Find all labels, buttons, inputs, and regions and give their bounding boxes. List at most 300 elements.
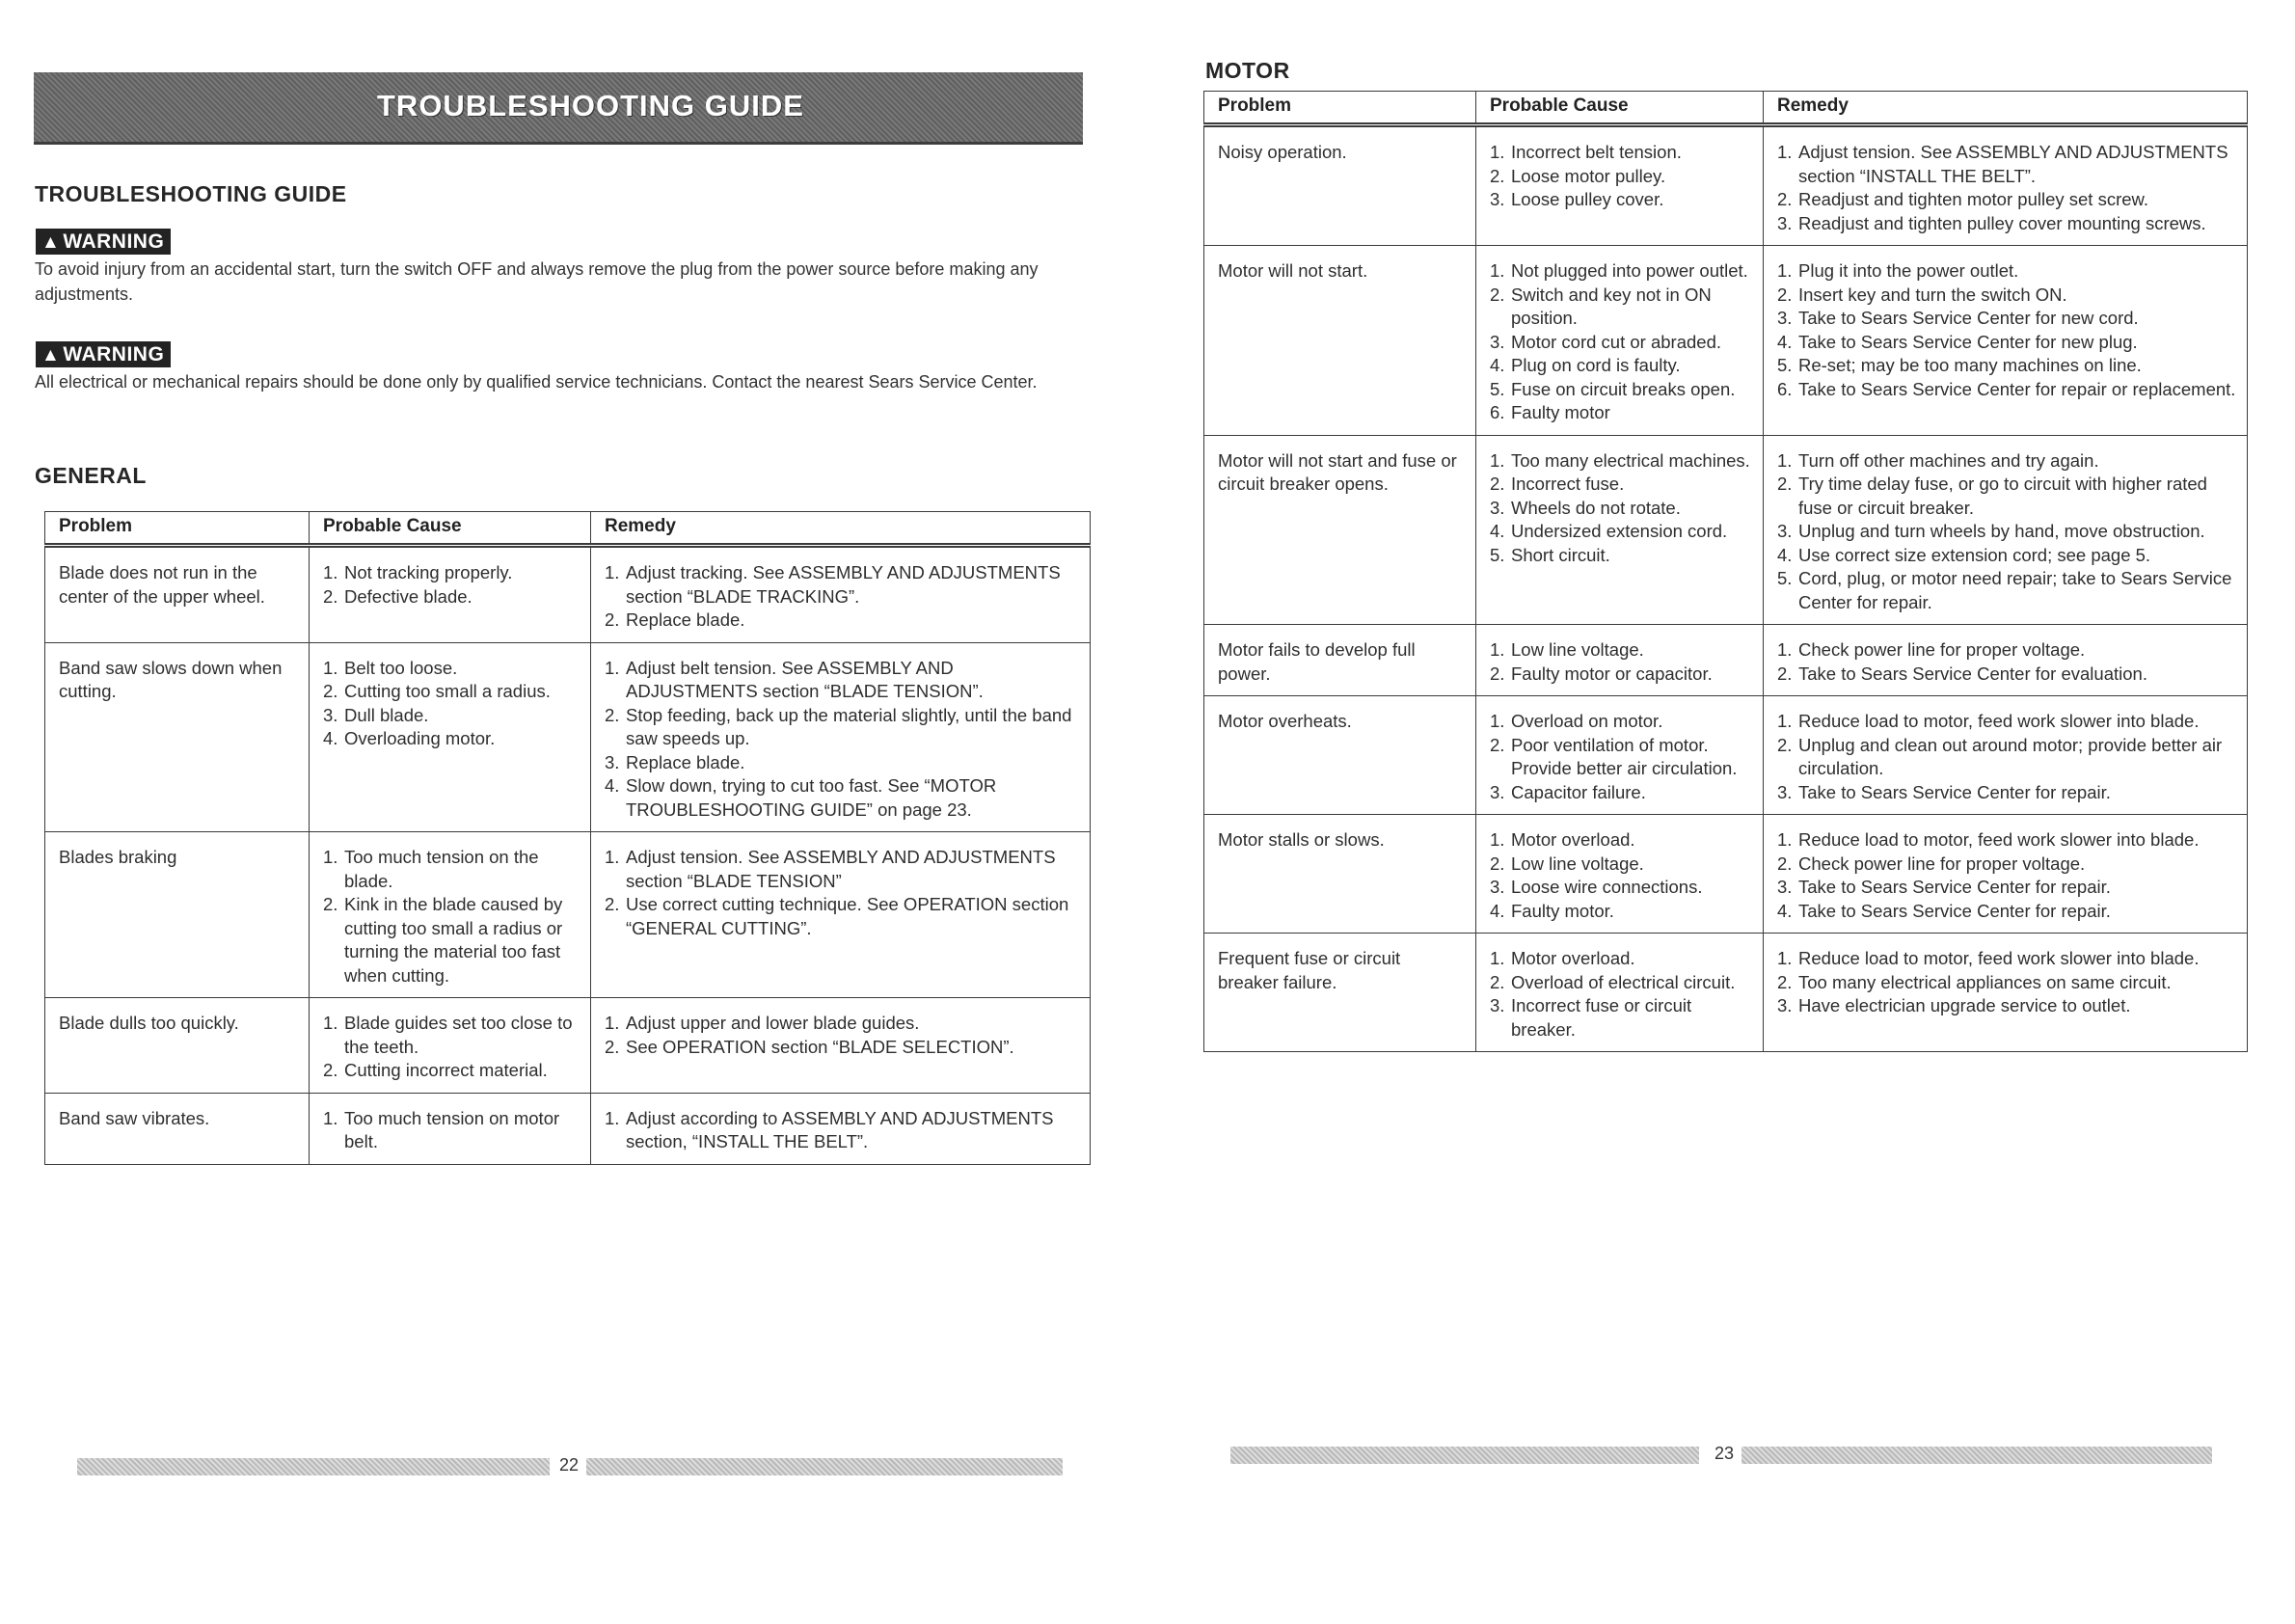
- item-number: 1.: [323, 1107, 338, 1128]
- remedy-cell: [1764, 696, 2248, 815]
- problem-cell: Blade does not run in the center of the upper wheel.: [45, 546, 310, 643]
- remedies-list: [1777, 710, 2237, 804]
- item-text: Faulty motor: [1511, 402, 1610, 422]
- item-number: 4.: [1490, 900, 1505, 921]
- item-number: 5.: [1490, 544, 1505, 565]
- list-item: [1777, 284, 2237, 308]
- list-item: [1777, 520, 2237, 544]
- remedies-list: [1777, 638, 2237, 686]
- item-text: Use correct size extension cord; see page 5.: [1798, 544, 2151, 565]
- table-row: [45, 832, 1091, 998]
- list-item: [1490, 165, 1753, 189]
- item-text: Readjust and tighten motor pulley set screw.: [1798, 189, 2148, 209]
- list-item: [1490, 497, 1753, 521]
- item-number: 2.: [1490, 663, 1505, 684]
- item-text: Try time delay fuse, or go to circuit with higher rated fuse or circuit breaker.: [1798, 474, 2207, 518]
- problem-cell: Motor will not start.: [1204, 246, 1476, 436]
- remedies-list: [1777, 259, 2237, 401]
- causes-list: [323, 846, 580, 988]
- item-text: Defective blade.: [344, 585, 472, 607]
- list-item: [1490, 331, 1753, 355]
- header-probable-cause: Probable Cause: [1476, 92, 1764, 125]
- table-row: [1204, 435, 2248, 625]
- list-item: [1490, 188, 1753, 212]
- remedy-cell: [591, 1093, 1091, 1164]
- list-item: [323, 846, 580, 893]
- item-number: 4.: [605, 775, 620, 796]
- item-number: 1.: [1777, 948, 1793, 968]
- item-number: 1.: [1490, 829, 1505, 850]
- list-item: [605, 774, 1080, 822]
- list-item: [1490, 520, 1753, 544]
- item-text: Replace blade.: [626, 609, 745, 630]
- table-row: [45, 546, 1091, 643]
- causes-list: [1490, 947, 1753, 1042]
- warning-text: All electrical or mechanical repairs should be done only by qualified service technicians. Contact the nearest Sears Service Center.: [35, 372, 1038, 392]
- list-item: [1490, 828, 1753, 853]
- causes-list: [1490, 828, 1753, 923]
- footer-bar: [77, 1458, 550, 1475]
- item-number: 1.: [1490, 639, 1505, 660]
- item-text: Plug on cord is faulty.: [1511, 355, 1681, 375]
- banner-title: TROUBLESHOOTING GUIDE: [377, 89, 804, 122]
- item-number: 2.: [1490, 474, 1505, 494]
- list-item: [1490, 284, 1753, 331]
- item-text: Stop feeding, back up the material slightly, until the band saw speeds up.: [626, 704, 1072, 748]
- problem-cell: Motor overheats.: [1204, 696, 1476, 815]
- list-item: [1777, 188, 2237, 212]
- item-text: Take to Sears Service Center for repair or replacement.: [1798, 378, 2236, 399]
- list-item: [1777, 331, 2237, 355]
- item-number: 3.: [1777, 995, 1793, 1015]
- remedy-cell: [1764, 435, 2248, 625]
- list-item: [1777, 781, 2237, 805]
- remedies-list: [1777, 947, 2237, 1018]
- item-text: Dull blade.: [344, 704, 429, 725]
- item-number: 1.: [605, 562, 620, 582]
- table-row: [1204, 625, 2248, 696]
- item-text: Motor cord cut or abraded.: [1511, 331, 1721, 352]
- item-text: Reduce load to motor, feed work slower into blade.: [1798, 711, 2200, 731]
- item-text: Plug it into the power outlet.: [1798, 260, 2019, 281]
- causes-list: [1490, 449, 1753, 568]
- table-header-row: [1204, 92, 2248, 125]
- warning-text: To avoid injury from an accidental start, turn the switch OFF and always remove the plug from the power source before making any adjustments.: [35, 259, 1039, 304]
- list-item: [1777, 734, 2237, 781]
- item-text: Re-set; may be too many machines on line.: [1798, 355, 2142, 375]
- remedies-list: [605, 657, 1080, 823]
- item-number: 1.: [1490, 449, 1505, 471]
- cause-cell: [1476, 815, 1764, 934]
- list-item: [605, 751, 1080, 775]
- list-item: [1490, 853, 1753, 877]
- section-title-motor: MOTOR: [1205, 58, 1290, 83]
- footer-bar: [1230, 1447, 1699, 1464]
- list-item: [1490, 710, 1753, 734]
- footer-bar: [1742, 1447, 2212, 1464]
- remedy-cell: [591, 642, 1091, 832]
- general-troubleshooting-table: [44, 511, 1091, 1165]
- item-number: 2.: [1490, 734, 1505, 755]
- list-item: [1490, 544, 1753, 568]
- list-item: [323, 1059, 580, 1083]
- item-text: Not tracking properly.: [344, 562, 513, 582]
- list-item: [323, 727, 580, 751]
- header-problem: Problem: [45, 512, 310, 546]
- item-text: Insert key and turn the switch ON.: [1798, 284, 2067, 305]
- item-number: 1.: [323, 562, 338, 582]
- list-item: [1777, 638, 2237, 663]
- item-number: 4.: [323, 728, 338, 748]
- remedies-list: [1777, 828, 2237, 923]
- item-number: 3.: [1777, 212, 1793, 233]
- problem-cell: Band saw slows down when cutting.: [45, 642, 310, 832]
- remedy-cell: [1764, 815, 2248, 934]
- list-item: [605, 893, 1080, 940]
- problem-cell: Noisy operation.: [1204, 125, 1476, 246]
- item-number: 1.: [1777, 260, 1793, 281]
- remedy-cell: [591, 546, 1091, 643]
- item-number: 1.: [1490, 948, 1505, 968]
- item-text: Faulty motor or capacitor.: [1511, 663, 1713, 684]
- list-item: [1490, 449, 1753, 474]
- item-text: Incorrect fuse.: [1511, 474, 1625, 494]
- table-row: [45, 998, 1091, 1094]
- problem-cell: Motor will not start and fuse or circuit breaker opens.: [1204, 435, 1476, 625]
- list-item: [605, 1036, 1080, 1060]
- item-text: Kink in the blade caused by cutting too small a radius or turning the material too fast when cutting.: [344, 894, 563, 986]
- item-text: Overloading motor.: [344, 728, 496, 748]
- item-number: 2.: [323, 681, 338, 701]
- table-row: [1204, 815, 2248, 934]
- item-text: Turn off other machines and try again.: [1798, 449, 2099, 471]
- item-number: 3.: [1777, 877, 1793, 897]
- item-text: Cutting incorrect material.: [344, 1060, 548, 1080]
- table-row: [1204, 125, 2248, 246]
- item-text: Unplug and turn wheels by hand, move obstruction.: [1798, 521, 2205, 541]
- item-number: 2.: [605, 704, 620, 725]
- item-number: 2.: [605, 1036, 620, 1057]
- list-item: [1777, 947, 2237, 971]
- item-number: 5.: [1777, 568, 1793, 588]
- item-text: Loose wire connections.: [1511, 877, 1703, 897]
- header-probable-cause: Probable Cause: [310, 512, 591, 546]
- remedy-cell: [1764, 246, 2248, 436]
- item-text: Adjust belt tension. See ASSEMBLY AND ADJUSTMENTS section “BLADE TENSION”.: [626, 657, 984, 701]
- item-number: 1.: [323, 1013, 338, 1033]
- item-number: 3.: [1777, 308, 1793, 328]
- remedy-cell: [591, 998, 1091, 1094]
- item-number: 1.: [1490, 260, 1505, 281]
- item-text: Undersized extension cord.: [1511, 521, 1728, 541]
- header-remedy: Remedy: [591, 512, 1091, 546]
- problem-cell: Motor fails to develop full power.: [1204, 625, 1476, 696]
- list-item: [1777, 828, 2237, 853]
- remedies-list: [605, 561, 1080, 633]
- list-item: [605, 561, 1080, 609]
- list-item: [1490, 141, 1753, 165]
- item-text: Loose motor pulley.: [1511, 165, 1666, 186]
- warning-badge: ▲ WARNING: [36, 229, 171, 255]
- item-text: Have electrician upgrade service to outlet.: [1798, 995, 2131, 1015]
- cause-cell: [310, 642, 591, 832]
- list-item: [1490, 259, 1753, 284]
- item-text: Faulty motor.: [1511, 900, 1614, 921]
- causes-list: [323, 1012, 580, 1083]
- causes-list: [323, 657, 580, 751]
- item-number: 4.: [1777, 900, 1793, 921]
- list-item: [605, 657, 1080, 704]
- item-text: Capacitor failure.: [1511, 781, 1646, 802]
- item-number: 2.: [323, 894, 338, 914]
- list-item: [1490, 781, 1753, 805]
- list-item: [1490, 401, 1753, 425]
- item-number: 2.: [605, 894, 620, 914]
- item-text: Overload on motor.: [1511, 711, 1663, 731]
- list-item: [1777, 663, 2237, 687]
- table-row: [1204, 696, 2248, 815]
- list-item: [1777, 567, 2237, 614]
- remedies-list: [1777, 141, 2237, 235]
- cause-cell: [1476, 696, 1764, 815]
- item-text: Take to Sears Service Center for repair.: [1798, 877, 2111, 897]
- item-number: 3.: [1490, 877, 1505, 897]
- item-text: Too much tension on motor belt.: [344, 1107, 560, 1151]
- item-text: Take to Sears Service Center for evaluation.: [1798, 663, 2147, 684]
- item-number: 2.: [1490, 165, 1505, 186]
- list-item: [323, 657, 580, 681]
- item-number: 4.: [1490, 355, 1505, 375]
- list-item: [1490, 900, 1753, 924]
- list-item: [1490, 354, 1753, 378]
- list-item: [1777, 259, 2237, 284]
- remedies-list: [605, 846, 1080, 940]
- item-number: 2.: [323, 585, 338, 607]
- list-item: [1777, 141, 2237, 188]
- remedy-cell: [1764, 934, 2248, 1052]
- problem-cell: Band saw vibrates.: [45, 1093, 310, 1164]
- item-text: Not plugged into power outlet.: [1511, 260, 1748, 281]
- table-row: [45, 642, 1091, 832]
- cause-cell: [1476, 125, 1764, 246]
- page-heading: TROUBLESHOOTING GUIDE: [35, 181, 347, 206]
- item-number: 3.: [1777, 521, 1793, 541]
- item-number: 2.: [1777, 971, 1793, 992]
- table-header-row: [45, 512, 1091, 546]
- item-text: Incorrect belt tension.: [1511, 142, 1682, 162]
- item-text: Motor overload.: [1511, 829, 1635, 850]
- item-text: Adjust tension. See ASSEMBLY AND ADJUSTMENTS section “BLADE TENSION”: [626, 847, 1056, 891]
- causes-list: [1490, 638, 1753, 686]
- list-item: [323, 680, 580, 704]
- banner: [34, 72, 1083, 145]
- item-text: See OPERATION section “BLADE SELECTION”.: [626, 1036, 1014, 1057]
- item-number: 1.: [1490, 142, 1505, 162]
- item-number: 2.: [1777, 474, 1793, 494]
- item-text: Adjust upper and lower blade guides.: [626, 1013, 920, 1033]
- item-text: Take to Sears Service Center for new plug.: [1798, 331, 2138, 352]
- list-item: [605, 846, 1080, 893]
- list-item: [1777, 473, 2237, 520]
- item-text: Replace blade.: [626, 751, 745, 772]
- item-number: 1.: [1490, 711, 1505, 731]
- list-item: [1777, 971, 2237, 995]
- header-remedy: Remedy: [1764, 92, 2248, 125]
- item-text: Take to Sears Service Center for repair.: [1798, 900, 2111, 921]
- cause-cell: [310, 832, 591, 998]
- cause-cell: [310, 998, 591, 1094]
- footer-bar: [586, 1458, 1063, 1475]
- item-text: Motor overload.: [1511, 948, 1635, 968]
- item-number: 2.: [1777, 284, 1793, 305]
- list-item: [323, 704, 580, 728]
- item-number: 1.: [1777, 711, 1793, 731]
- motor-troubleshooting-table: [1203, 91, 2248, 1052]
- cause-cell: [310, 546, 591, 643]
- list-item: [323, 1107, 580, 1154]
- item-text: Adjust tension. See ASSEMBLY AND ADJUSTMENTS section “INSTALL THE BELT”.: [1798, 142, 2228, 186]
- item-text: Too many electrical machines.: [1511, 449, 1750, 471]
- table-row: [1204, 246, 2248, 436]
- problem-cell: Blades braking: [45, 832, 310, 998]
- list-item: [605, 1012, 1080, 1036]
- item-number: 4.: [1490, 521, 1505, 541]
- list-item: [1490, 971, 1753, 995]
- item-number: 1.: [1777, 142, 1793, 162]
- item-number: 2.: [605, 609, 620, 630]
- cause-cell: [310, 1093, 591, 1164]
- item-number: 2.: [1490, 971, 1505, 992]
- item-number: 2.: [1777, 189, 1793, 209]
- list-item: [1490, 638, 1753, 663]
- item-number: 3.: [1490, 781, 1505, 802]
- list-item: [323, 893, 580, 988]
- page-23: [1148, 0, 2295, 1624]
- remedies-list: [1777, 449, 2237, 615]
- item-number: 3.: [1490, 331, 1505, 352]
- item-number: 2.: [1777, 663, 1793, 684]
- table-row: [45, 1093, 1091, 1164]
- item-text: Unplug and clean out around motor; provide better air circulation.: [1798, 734, 2223, 778]
- problem-cell: Frequent fuse or circuit breaker failure.: [1204, 934, 1476, 1052]
- item-number: 4.: [1777, 544, 1793, 565]
- list-item: [1777, 876, 2237, 900]
- item-number: 1.: [1777, 449, 1793, 471]
- list-item: [1777, 378, 2237, 402]
- item-text: Check power line for proper voltage.: [1798, 639, 2086, 660]
- item-number: 2.: [1777, 734, 1793, 755]
- list-item: [1777, 449, 2237, 474]
- list-item: [1777, 994, 2237, 1018]
- list-item: [1490, 947, 1753, 971]
- remedies-list: [605, 1012, 1080, 1059]
- list-item: [605, 1107, 1080, 1154]
- item-text: Low line voltage.: [1511, 853, 1644, 874]
- item-text: Slow down, trying to cut too fast. See “MOTOR TROUBLESHOOTING GUIDE” on page 23.: [626, 775, 997, 820]
- list-item: [1777, 354, 2237, 378]
- item-text: Incorrect fuse or circuit breaker.: [1511, 995, 1692, 1040]
- item-text: Overload of electrical circuit.: [1511, 971, 1736, 992]
- causes-list: [1490, 259, 1753, 425]
- item-number: 2.: [1490, 853, 1505, 874]
- list-item: [605, 704, 1080, 751]
- list-item: [1490, 994, 1753, 1042]
- list-item: [1777, 900, 2237, 924]
- causes-list: [323, 561, 580, 609]
- causes-list: [1490, 710, 1753, 804]
- item-number: 2.: [323, 1060, 338, 1080]
- warning-triangle-icon: ▲: [41, 232, 61, 253]
- list-item: [1777, 544, 2237, 568]
- item-number: 1.: [1777, 639, 1793, 660]
- item-number: 3.: [323, 704, 338, 725]
- item-number: 3.: [1490, 995, 1505, 1015]
- list-item: [1777, 212, 2237, 236]
- item-text: Check power line for proper voltage.: [1798, 853, 2086, 874]
- page-number: 22: [559, 1455, 580, 1475]
- item-number: 1.: [1777, 829, 1793, 850]
- item-number: 4.: [1777, 331, 1793, 352]
- item-text: Loose pulley cover.: [1511, 189, 1664, 209]
- item-text: Cutting too small a radius.: [344, 681, 551, 701]
- item-text: Low line voltage.: [1511, 639, 1644, 660]
- warning-triangle-icon: ▲: [41, 345, 61, 365]
- causes-list: [1490, 141, 1753, 212]
- item-text: Wheels do not rotate.: [1511, 497, 1681, 518]
- page-number: 23: [1714, 1444, 1735, 1463]
- list-item: [323, 561, 580, 585]
- problem-cell: Blade dulls too quickly.: [45, 998, 310, 1094]
- item-text: Poor ventilation of motor. Provide better air circulation.: [1511, 734, 1738, 778]
- item-number: 5.: [1490, 378, 1505, 399]
- item-number: 1.: [323, 847, 338, 867]
- item-text: Belt too loose.: [344, 657, 458, 678]
- cause-cell: [1476, 934, 1764, 1052]
- item-number: 2.: [1490, 284, 1505, 305]
- list-item: [1777, 307, 2237, 331]
- header-problem: Problem: [1204, 92, 1476, 125]
- remedy-cell: [1764, 125, 2248, 246]
- item-text: Adjust tracking. See ASSEMBLY AND ADJUSTMENTS section “BLADE TRACKING”.: [626, 562, 1061, 607]
- item-number: 1.: [605, 847, 620, 867]
- item-number: 3.: [1490, 189, 1505, 209]
- item-number: 2.: [1777, 853, 1793, 874]
- list-item: [1777, 853, 2237, 877]
- item-text: Reduce load to motor, feed work slower into blade.: [1798, 948, 2200, 968]
- list-item: [605, 609, 1080, 633]
- item-text: Cord, plug, or motor need repair; take to Sears Service Center for repair.: [1798, 568, 2232, 612]
- item-text: Fuse on circuit breaks open.: [1511, 378, 1736, 399]
- item-number: 3.: [1777, 781, 1793, 802]
- item-number: 3.: [605, 751, 620, 772]
- list-item: [1490, 734, 1753, 781]
- cause-cell: [1476, 246, 1764, 436]
- section-title-general: GENERAL: [35, 463, 147, 488]
- causes-list: [323, 1107, 580, 1154]
- item-number: 1.: [323, 657, 338, 678]
- list-item: [1490, 876, 1753, 900]
- item-text: Take to Sears Service Center for new cord.: [1798, 308, 2139, 328]
- item-number: 6.: [1490, 402, 1505, 422]
- item-text: Short circuit.: [1511, 544, 1610, 565]
- item-number: 6.: [1777, 378, 1793, 399]
- item-number: 1.: [605, 657, 620, 678]
- list-item: [323, 585, 580, 609]
- item-text: Take to Sears Service Center for repair.: [1798, 781, 2111, 802]
- table-row: [1204, 934, 2248, 1052]
- remedies-list: [605, 1107, 1080, 1154]
- item-text: Blade guides set too close to the teeth.: [344, 1013, 573, 1057]
